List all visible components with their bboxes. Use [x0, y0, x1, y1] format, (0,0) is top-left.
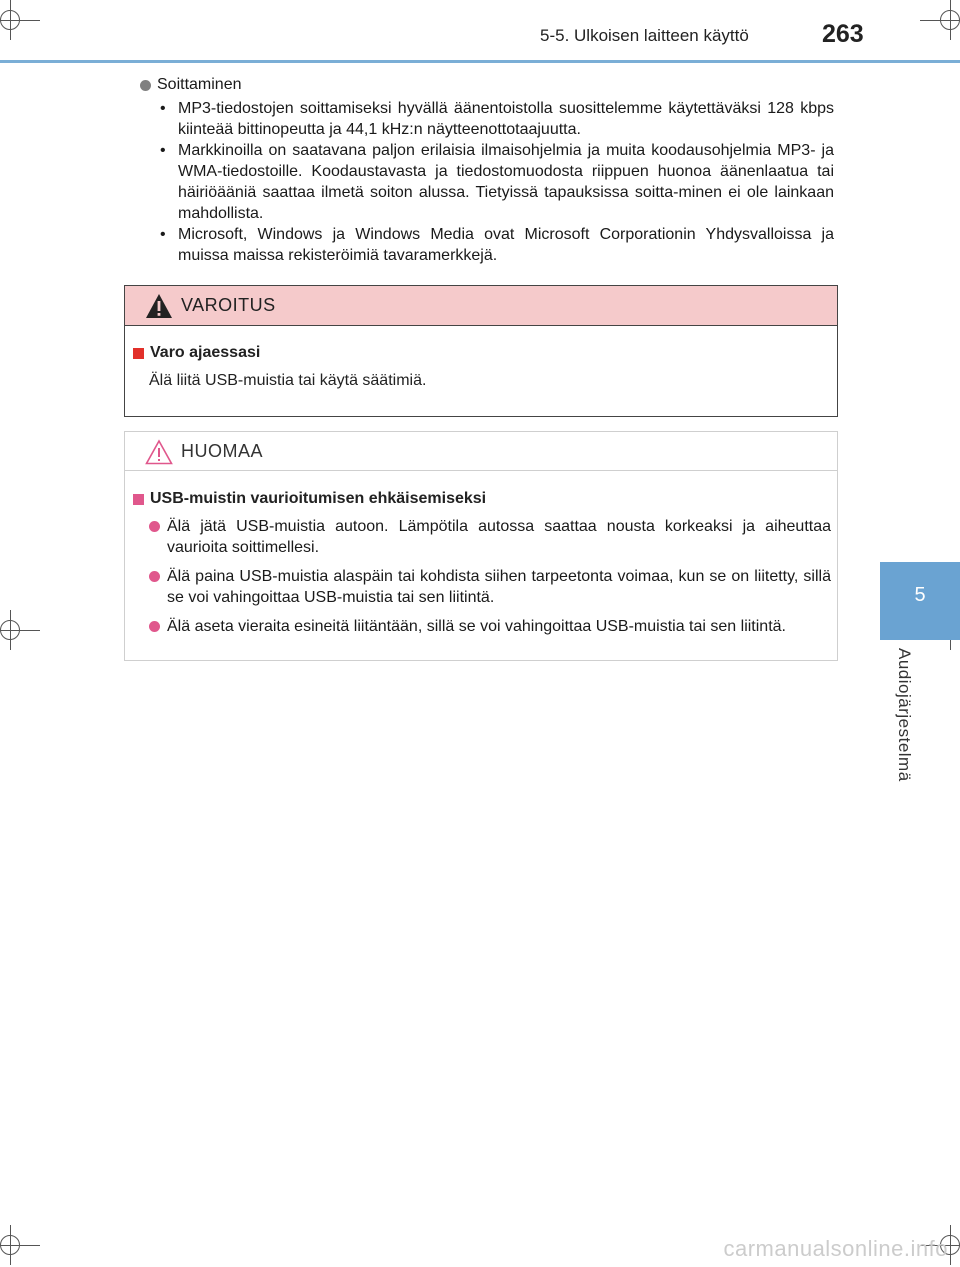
gray-bullet-icon: [140, 80, 151, 91]
pink-square-icon: [133, 494, 144, 505]
notice-list: [149, 516, 831, 645]
list-item-text: Microsoft, Windows ja Windows Media ovat Microsoft Corporationin Yhdysvalloissa ja muissa maissa rekisteröimiä tavaramerkkejä.: [178, 226, 834, 264]
crop-mark-top-right: [920, 0, 960, 40]
warning-title: VAROITUS: [181, 295, 276, 315]
list-item: [149, 516, 831, 558]
notice-heading-text: USB-muistin vaurioitumisen ehkäisemiseksi: [150, 490, 487, 507]
list-item: [140, 98, 834, 140]
warning-triangle-icon: [145, 293, 173, 319]
page-number: 263: [822, 20, 864, 48]
list-item: [149, 566, 831, 608]
red-square-icon: [133, 348, 144, 359]
notice-heading: [133, 490, 486, 508]
warning-heading: [133, 344, 260, 362]
warning-text: Älä liitä USB-muistia tai käytä säätimiä.: [149, 372, 427, 389]
crop-mark-mid-left: [0, 610, 40, 650]
notice-box: [124, 431, 838, 661]
notice-title: HUOMAA: [181, 441, 264, 461]
list-item-text: MP3-tiedostojen soittamiseksi hyvällä äänentoistolla suosittelemme käytettäväksi 128 kbps kiinteää bittinopeutta ja 44,1 kHz:n näytteenottotaajuutta.: [178, 100, 834, 138]
bullet-mark: •: [160, 100, 166, 117]
intro-bullet-list: [140, 98, 834, 266]
list-item: [149, 616, 831, 637]
caution-triangle-icon: [145, 439, 173, 465]
pink-bullet-icon: [149, 521, 160, 532]
list-item-text: Markkinoilla on saatavana paljon erilaisia ilmaisohjelmia ja muita koodausohjelmia MP3- ja WMA-tiedostoille. Koodaustavasta ja tiedostomuodosta riippuen huonoa äänenlaatua tai häiriöääniä saattaa ilmetä soiton alussa. Tietyissä tapauksissa soitta-minen ei ole lainkaan mahdollista.: [178, 142, 834, 222]
notice-header: [125, 432, 837, 471]
chapter-label: Audiojärjestelmä: [895, 648, 914, 782]
list-item-text: Älä paina USB-muistia alaspäin tai kohdista siihen tarpeetonta voimaa, kun se on liitetty, sillä se voi vahingoittaa USB-muistia tai sen liitintä.: [167, 568, 831, 606]
warning-heading-text: Varo ajaessasi: [150, 344, 261, 361]
pink-bullet-icon: [149, 571, 160, 582]
list-item-text: Älä jätä USB-muistia autoon. Lämpötila autossa saattaa nousta korkeaksi ja aiheuttaa vaurioita soittimellesi.: [167, 518, 831, 556]
warning-box: [124, 285, 838, 417]
list-item: [140, 224, 834, 266]
warning-header: [125, 286, 837, 326]
list-item: [140, 140, 834, 224]
bullet-mark: •: [160, 142, 166, 159]
chapter-tab: 5: [880, 562, 960, 640]
list-item-text: Älä aseta vieraita esineitä liitäntään, sillä se voi vahingoittaa USB-muistia tai sen liitintä.: [167, 618, 786, 635]
crop-mark-bottom-left: [0, 1225, 40, 1265]
header-rule: [0, 60, 960, 63]
crop-mark-top-left: [0, 0, 40, 40]
intro-heading: [140, 74, 834, 96]
intro-section: [140, 74, 834, 266]
bullet-mark: •: [160, 226, 166, 243]
watermark: carmanualsonline.info: [723, 1236, 948, 1261]
intro-heading-text: Soittaminen: [157, 76, 242, 93]
section-title: 5-5. Ulkoisen laitteen käyttö: [540, 26, 749, 45]
pink-bullet-icon: [149, 621, 160, 632]
